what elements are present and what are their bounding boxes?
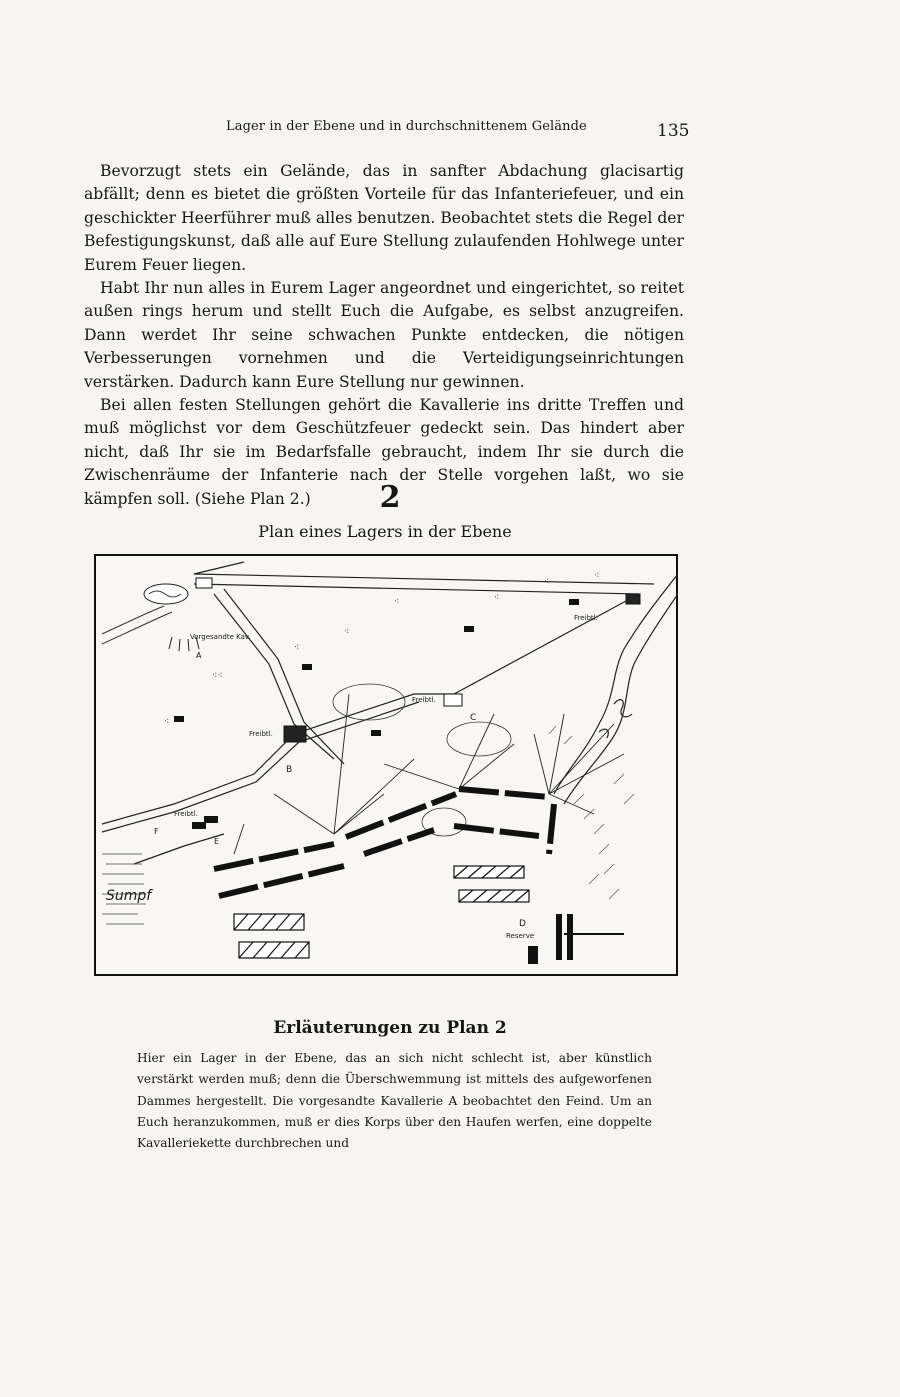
svg-text:⁖: ⁖: [164, 717, 170, 727]
map-label-d: D: [519, 919, 526, 929]
map-label-a: A: [196, 651, 202, 660]
svg-text:⁖: ⁖: [594, 571, 600, 581]
map-label-village: Freibtl.: [412, 696, 436, 704]
map-label-village: Freibtl.: [574, 614, 598, 622]
map-label-reserve: Reserve: [506, 932, 535, 940]
svg-text:⁖: ⁖: [394, 597, 400, 607]
svg-text:⁖: ⁖: [294, 643, 300, 653]
svg-text:⁖: ⁖: [494, 593, 500, 603]
map-label-f: F: [154, 827, 159, 836]
paragraph: Bevorzugt stets ein Gelände, das in sanfter Abdachung glacisartig abfällt; denn es bietet die größten Vorteile für das Infanteriefeuer, und ein geschickter Heerführer muß alles benutzen. Beobachtet stets die Regel der Befestigungskunst, daß alle auf Eure Stellung zulaufenden Hohlwege unter Eurem Feuer liegen.: [84, 162, 684, 274]
svg-text:⁖⁖: ⁖⁖: [212, 671, 223, 681]
plan-title: Plan eines Lagers in der Ebene: [258, 522, 512, 541]
page-number: 135: [657, 121, 690, 141]
map-label-e: E: [214, 837, 220, 846]
svg-text:⁖: ⁖: [344, 627, 350, 637]
map-label-village: Freibtl.: [174, 810, 198, 818]
explanation-heading: Erläuterungen zu Plan 2: [273, 1018, 507, 1038]
map-label-village: Freibtl.: [249, 730, 273, 738]
camp-map: [94, 554, 678, 976]
svg-text:⁖: ⁖: [544, 577, 550, 587]
paragraph: Bei allen festen Stellungen gehört die Kavallerie ins dritte Treffen und muß möglichst vor dem Geschützfeuer gedeckt sein. Das hindert aber nicht, daß Ihr sie im Bedarfsfalle gebraucht, indem Ihr sie durch die Zwischenräume der Infanterie nach der Stelle vorgehen laßt, wo sie kämpfen soll. (Siehe Plan 2.): [84, 396, 684, 508]
explanation-text: [137, 1048, 652, 1154]
map-label-b: B: [286, 765, 293, 775]
map-label-outpost: Vorgesandte Kav.: [190, 633, 251, 641]
explanation-paragraph: Hier ein Lager in der Ebene, das an sich nicht schlecht ist, aber künstlich verstärkt werden muß; denn die Überschwemmung ist mittels des aufgeworfenen Dammes hergestellt. Die vorgesandte Kavallerie A beobachtet den Feind. Um an Euch heranzukommen, muß er dies Korps über den Haufen werfen, eine doppelte Kavalleriekette durchbrechen und: [137, 1051, 652, 1151]
map-label-swamp: Sumpf: [106, 888, 152, 904]
paragraph: Habt Ihr nun alles in Eurem Lager angeordnet und eingerichtet, so reitet außen rings herum und stellt Euch die Aufgabe, es selbst anzugreifen. Dann werdet Ihr seine schwachen Punkte entdecken, die nötigen Verbesserungen vornehmen und die Verteidigungseinrichtungen verstärken. Dadurch kann Eure Stellung nur gewinnen.: [84, 279, 684, 391]
plan-number: 2: [379, 480, 401, 515]
body-text: [84, 160, 684, 511]
running-head: Lager in der Ebene und in durchschnittenem Gelände: [226, 119, 587, 134]
map-label-c: C: [470, 713, 477, 723]
camp-map-drawing: [94, 554, 678, 976]
